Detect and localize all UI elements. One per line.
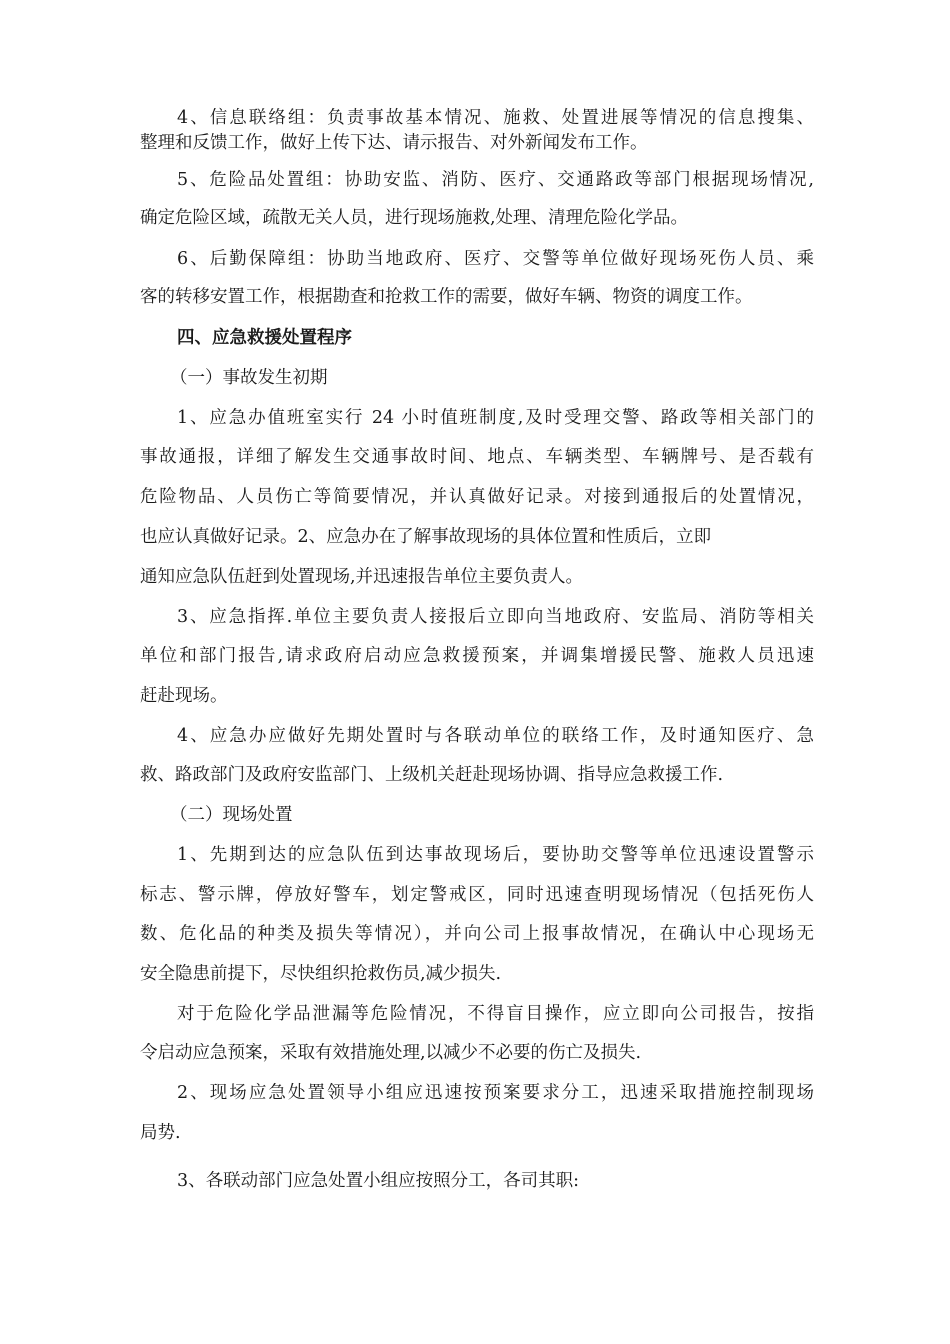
paragraph-line: 3、应急指挥.单位主要负责人接报后立即向当地政府、安监局、消防等相关 bbox=[177, 607, 814, 627]
paragraph-line: 6、后勤保障组：协助当地政府、医疗、交警等单位做好现场死伤人员、乘 bbox=[177, 249, 814, 269]
paragraph-line: 3、各联动部门应急处置小组应按照分工，各司其职: bbox=[177, 1171, 580, 1191]
paragraph-line: 危险物品、人员伤亡等简要情况，并认真做好记录。对接到通报后的处置情况， bbox=[140, 487, 814, 507]
paragraph-line: 安全隐患前提下，尽快组织抢救伤员,减少损失. bbox=[140, 964, 502, 984]
paragraph-line: 整理和反馈工作，做好上传下达、请示报告、对外新闻发布工作。 bbox=[140, 133, 648, 153]
paragraph-line: 单位和部门报告,请求政府启动应急救援预案，并调集增援民警、施救人员迅速 bbox=[140, 646, 814, 666]
paragraph-line: 确定危险区域，疏散无关人员，进行现场施救,处理、清理危险化学品。 bbox=[140, 208, 689, 228]
paragraph-line: 1、应急办值班室实行 24 小时值班制度,及时受理交警、路政等相关部门的 bbox=[177, 408, 814, 428]
paragraph-line: 局势. bbox=[140, 1123, 181, 1143]
paragraph-line: 也应认真做好记录。2、应急办在了解事故现场的具体位置和性质后，立即 bbox=[140, 527, 712, 547]
paragraph-line: 客的转移安置工作，根据勘查和抢救工作的需要，做好车辆、物资的调度工作。 bbox=[140, 287, 753, 307]
paragraph-line: 事故通报，详细了解发生交通事故时间、地点、车辆类型、车辆牌号、是否载有 bbox=[140, 447, 814, 467]
paragraph-line: 数、危化品的种类及损失等情况），并向公司上报事故情况，在确认中心现场无 bbox=[140, 924, 814, 944]
paragraph-line: 标志、警示牌，停放好警车，划定警戒区，同时迅速查明现场情况（包括死伤人 bbox=[140, 885, 814, 905]
paragraph-line: 4、应急办应做好先期处置时与各联动单位的联络工作，及时通知医疗、急 bbox=[177, 726, 814, 746]
subsection-heading: （二）现场处置 bbox=[170, 805, 293, 825]
paragraph-line: 1、先期到达的应急队伍到达事故现场后，要协助交警等单位迅速设置警示 bbox=[177, 845, 814, 865]
paragraph-line: 救、路政部门及政府安监部门、上级机关赶赴现场协调、指导应急救援工作. bbox=[140, 765, 724, 785]
section-heading: 四、应急救援处置程序 bbox=[177, 328, 352, 348]
paragraph-line: 令启动应急预案，采取有效措施处理,以减少不必要的伤亡及损失. bbox=[140, 1043, 642, 1063]
paragraph-line: 通知应急队伍赶到处置现场,并迅速报告单位主要负责人。 bbox=[140, 567, 584, 587]
subsection-heading: （一）事故发生初期 bbox=[170, 368, 328, 388]
paragraph-line: 5、危险品处置组：协助安监、消防、医疗、交通路政等部门根据现场情况, bbox=[177, 170, 814, 190]
paragraph-line: 赶赴现场。 bbox=[140, 686, 228, 706]
paragraph-line: 4、信息联络组：负责事故基本情况、施救、处置进展等情况的信息搜集、 bbox=[177, 108, 814, 128]
paragraph-line: 对于危险化学品泄漏等危险情况，不得盲目操作，应立即向公司报告，按指 bbox=[177, 1004, 814, 1024]
paragraph-line: 2、现场应急处置领导小组应迅速按预案要求分工，迅速采取措施控制现场 bbox=[177, 1083, 814, 1103]
